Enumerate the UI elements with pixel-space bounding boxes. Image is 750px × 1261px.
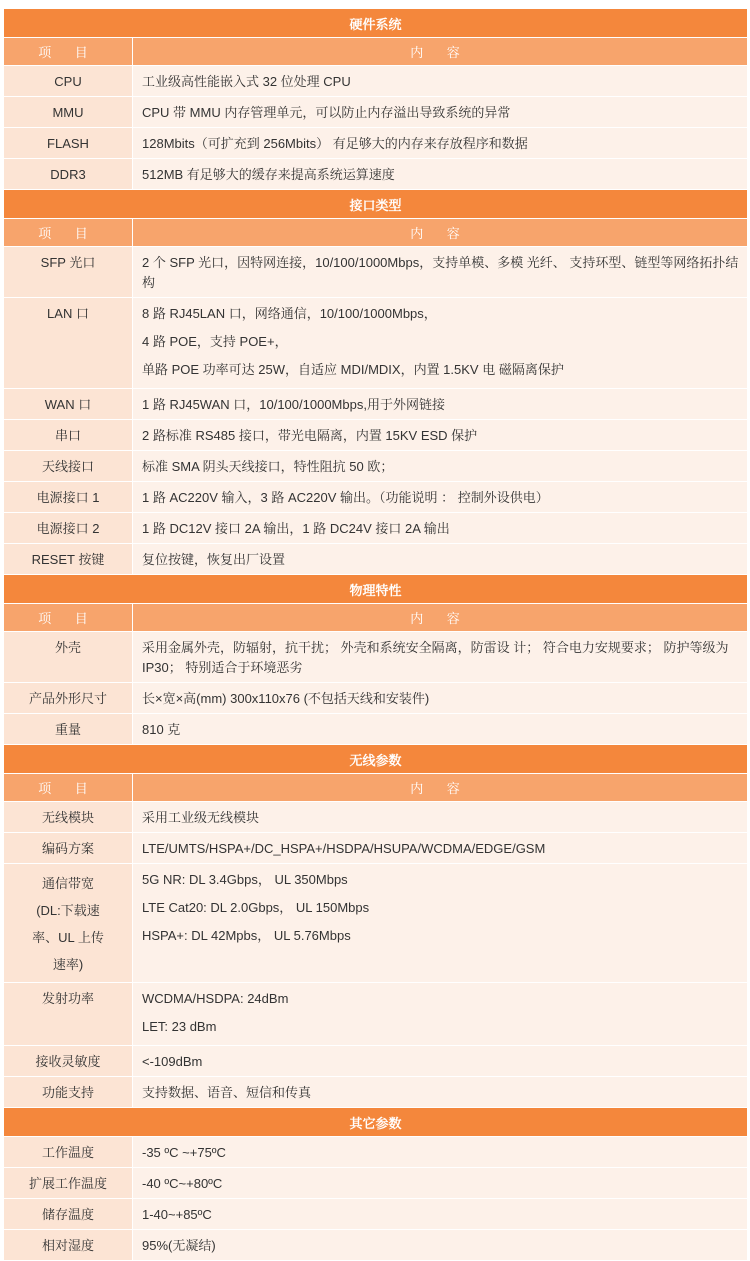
row-key-line: CPU <box>54 74 82 89</box>
row-value-line: 单路 POE 功率可达 25W，自适应 MDI/MDIX，内置 1.5KV 电 磁隔离保护 <box>142 362 564 377</box>
section-header <box>4 575 748 604</box>
table-row <box>4 513 748 544</box>
row-value <box>133 97 748 128</box>
row-value-line: 1 路 AC220V 输入，3 路 AC220V 输出。（功能说明 ： 控制外设供电） <box>142 490 549 505</box>
table-row <box>4 983 748 1046</box>
table-row <box>4 298 748 389</box>
row-value-line: 1-40~+85ºC <box>142 1207 212 1222</box>
section-header <box>4 745 748 774</box>
row-key-line: 相对湿度 <box>41 1238 94 1253</box>
row-value <box>133 683 748 714</box>
row-key-line: 无线模块 <box>41 810 94 825</box>
row-key-line: 电源接口 1 <box>36 490 100 505</box>
column-header-content: 内 容 <box>133 774 748 802</box>
table-row <box>4 482 748 513</box>
row-value <box>133 513 748 544</box>
row-key-line: 接收灵敏度 <box>35 1054 101 1069</box>
row-value-line: 采用工业级无线模块 <box>142 810 260 825</box>
row-key-line: LAN 口 <box>47 306 89 321</box>
row-key <box>4 513 133 544</box>
row-value-line: 512MB 有足够大的缓存来提高系统运算速度 <box>142 167 395 182</box>
row-value-line: 5G NR: DL 3.4Gbps， UL 350Mbps <box>142 872 348 887</box>
section-title: 其它参数 <box>4 1108 748 1137</box>
row-key-line: 电源接口 2 <box>36 521 100 536</box>
row-value-line: 支持数据、语音、短信和传真 <box>142 1085 312 1100</box>
row-key <box>4 833 133 864</box>
row-key-line: WAN 口 <box>44 397 92 412</box>
row-key <box>4 1137 133 1168</box>
table-row <box>4 632 748 683</box>
row-key-line: 串口 <box>54 428 81 443</box>
table-row <box>4 683 748 714</box>
row-key-line: RESET 按键 <box>31 552 105 567</box>
table-row <box>4 451 748 482</box>
row-key <box>4 482 133 513</box>
row-value <box>133 632 748 683</box>
row-value-line: HSPA+: DL 42Mpbs， UL 5.76Mbps <box>142 928 351 943</box>
row-key <box>4 128 133 159</box>
row-value <box>133 833 748 864</box>
row-value-line: 810 克 <box>142 722 181 737</box>
row-key <box>4 451 133 482</box>
section-title: 物理特性 <box>4 575 748 604</box>
row-value <box>133 1199 748 1230</box>
row-key <box>4 247 133 298</box>
table-row <box>4 247 748 298</box>
row-value <box>133 1077 748 1108</box>
row-value <box>133 66 748 97</box>
table-row <box>4 1137 748 1168</box>
row-key-line: 扩展工作温度 <box>28 1176 107 1191</box>
row-value <box>133 983 748 1046</box>
row-key <box>4 420 133 451</box>
row-key <box>4 1046 133 1077</box>
row-key-line: FLASH <box>47 136 89 151</box>
row-key <box>4 983 133 1046</box>
row-value-line: 95%(无凝结) <box>142 1238 216 1253</box>
row-key-line: MMU <box>52 105 84 120</box>
section-title: 硬件系统 <box>4 9 748 38</box>
table-row <box>4 128 748 159</box>
row-value-line: <-109dBm <box>142 1054 203 1069</box>
section-title: 无线参数 <box>4 745 748 774</box>
row-value <box>133 298 748 389</box>
row-key <box>4 632 133 683</box>
row-value <box>133 482 748 513</box>
row-value-line: LTE Cat20: DL 2.0Gbps， UL 150Mbps <box>142 900 370 915</box>
table-row <box>4 420 748 451</box>
row-value-line: -35 ºC ~+75ºC <box>142 1145 226 1160</box>
row-value <box>133 802 748 833</box>
row-key <box>4 802 133 833</box>
table-row <box>4 389 748 420</box>
row-value <box>133 714 748 745</box>
row-key-line: 速率) <box>52 957 84 972</box>
table-row <box>4 1168 748 1199</box>
row-value <box>133 451 748 482</box>
column-header-row <box>4 219 748 247</box>
row-key <box>4 159 133 190</box>
row-value <box>133 159 748 190</box>
table-row <box>4 159 748 190</box>
row-value-line: 2 个 SFP 光口，因特网连接，10/100/1000Mbps，支持单模、多模 光纤、 支持环型、链型等网络拓扑结构 <box>142 255 739 290</box>
column-header-item: 项 目 <box>4 774 133 802</box>
row-value <box>133 128 748 159</box>
row-key-line: 功能支持 <box>41 1085 94 1100</box>
row-value-line: 长×宽×高(mm) 300x110x76 (不包括天线和安装件) <box>142 691 430 706</box>
column-header-row <box>4 774 748 802</box>
row-key-line: 工作温度 <box>41 1145 94 1160</box>
spec-table <box>3 8 748 1261</box>
row-key-line: DDR3 <box>50 167 86 182</box>
row-key-line: 天线接口 <box>41 459 94 474</box>
row-key <box>4 714 133 745</box>
section-header <box>4 190 748 219</box>
table-row <box>4 66 748 97</box>
section-header <box>4 1108 748 1137</box>
row-value-line: 4 路 POE，支持 POE+， <box>142 334 288 349</box>
table-row <box>4 864 748 983</box>
row-key-line: 率、UL 上传 <box>32 930 104 945</box>
row-value-line: CPU 带 MMU 内存管理单元，可以防止内存溢出导致系统的异常 <box>142 105 511 120</box>
row-key-line: 外壳 <box>54 640 81 655</box>
table-row <box>4 833 748 864</box>
row-key-line: 储存温度 <box>41 1207 94 1222</box>
row-value <box>133 420 748 451</box>
column-header-row <box>4 604 748 632</box>
table-row <box>4 1199 748 1230</box>
row-key <box>4 97 133 128</box>
row-value <box>133 544 748 575</box>
table-row <box>4 97 748 128</box>
column-header-item: 项 目 <box>4 604 133 632</box>
row-value-line: 1 路 RJ45WAN 口，10/100/1000Mbps,用于外网链接 <box>142 397 445 412</box>
table-row <box>4 714 748 745</box>
row-key-line: 产品外形尺寸 <box>28 691 107 706</box>
row-value-line: LTE/UMTS/HSPA+/DC_HSPA+/HSDPA/HSUPA/WCDMA/EDGE/GSM <box>142 841 546 856</box>
column-header-content: 内 容 <box>133 38 748 66</box>
row-value-line: 1 路 DC12V 接口 2A 输出，1 路 DC24V 接口 2A 输出 <box>142 521 450 536</box>
row-value <box>133 1046 748 1077</box>
row-key <box>4 683 133 714</box>
row-value <box>133 1168 748 1199</box>
column-header-item: 项 目 <box>4 219 133 247</box>
row-value-line: LET: 23 dBm <box>142 1019 217 1034</box>
table-row <box>4 1077 748 1108</box>
row-key <box>4 1199 133 1230</box>
row-key <box>4 864 133 983</box>
row-value-line: 采用金属外壳，防辐射，抗干扰； 外壳和系统安全隔离，防雷设 计； 符合电力安规要求； 防护等级为 IP30； 特别适合于环境恶劣 <box>142 640 729 675</box>
column-header-content: 内 容 <box>133 604 748 632</box>
row-value <box>133 864 748 983</box>
section-header <box>4 9 748 38</box>
row-value-line: -40 ºC~+80ºC <box>142 1176 223 1191</box>
row-key-line: (DL:下载速 <box>36 903 100 918</box>
row-key <box>4 298 133 389</box>
row-key-line: 编码方案 <box>41 841 94 856</box>
row-value-line: 128Mbits（可扩充到 256Mbits） 有足够大的内存来存放程序和数据 <box>142 136 528 151</box>
row-key <box>4 389 133 420</box>
column-header-row <box>4 38 748 66</box>
row-value-line: 标准 SMA 阴头天线接口，特性阻抗 50 欧； <box>142 459 394 474</box>
row-value-line: 工业级高性能嵌入式 32 位处理 CPU <box>142 74 351 89</box>
row-value <box>133 389 748 420</box>
row-value <box>133 1137 748 1168</box>
row-value-line: 8 路 RJ45LAN 口，网络通信，10/100/1000Mbps， <box>142 306 437 321</box>
row-value-line: WCDMA/HSDPA: 24dBm <box>142 991 289 1006</box>
row-value <box>133 1230 748 1261</box>
column-header-content: 内 容 <box>133 219 748 247</box>
column-header-item: 项 目 <box>4 38 133 66</box>
section-title: 接口类型 <box>4 190 748 219</box>
table-row <box>4 1046 748 1077</box>
row-value <box>133 247 748 298</box>
row-value-line: 复位按键，恢复出厂设置 <box>142 552 286 567</box>
table-row <box>4 1230 748 1261</box>
row-key <box>4 544 133 575</box>
table-row <box>4 544 748 575</box>
row-value-line: 2 路标准 RS485 接口，带光电隔离，内置 15KV ESD 保护 <box>142 428 478 443</box>
row-key <box>4 1168 133 1199</box>
row-key <box>4 66 133 97</box>
row-key-line: 重量 <box>54 722 81 737</box>
row-key-line: 通信带宽 <box>41 876 94 891</box>
table-row <box>4 802 748 833</box>
row-key-line: 发射功率 <box>41 991 94 1006</box>
row-key <box>4 1230 133 1261</box>
row-key <box>4 1077 133 1108</box>
row-key-line: SFP 光口 <box>40 255 96 270</box>
